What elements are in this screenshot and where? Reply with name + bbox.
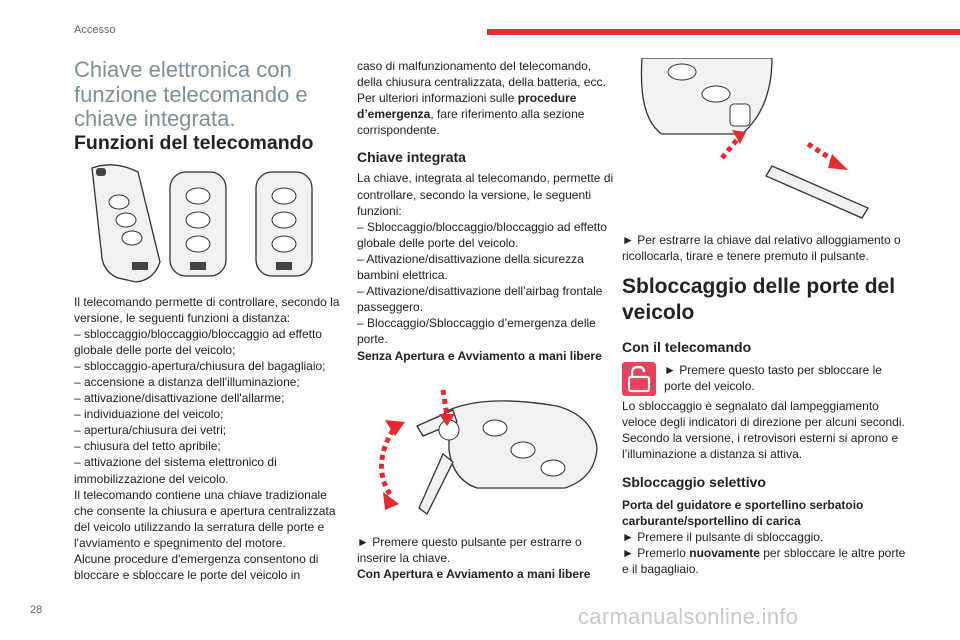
- paragraph-emergency-cont: caso di malfunzionamento del telecomando, della chiusura centralizzata, della batteria, ecc. Per ulteriori informazioni sulle procedure d’emergenza, fare riferimento alla sezione corrispondente.: [357, 59, 606, 138]
- step-extract-key: ► Premere questo pulsante per estrarre o inserire la chiave.: [357, 534, 582, 565]
- functions-intro: Il telecomando permette di controllare, secondo la versione, le seguenti funzioni a distanza:: [74, 294, 340, 325]
- selective-subheading: Porta del guidatore e sportellino serbatoio carburante/sportellino di carica: [622, 497, 864, 528]
- heading-with-remote: Con il telecomando: [622, 339, 752, 356]
- remote-keys-illustration: [74, 162, 346, 286]
- unlock-icon: [622, 362, 656, 396]
- list-item: – attivazione del sistema elettronico di immobilizzazione del veicolo.: [74, 455, 277, 486]
- list-item: – attivazione/disattivazione dell'allarme;: [74, 391, 285, 406]
- header-accent-bar: [487, 29, 960, 35]
- step-press-unlock: ► Premere il pulsante di sbloccaggio.: [622, 529, 824, 544]
- heading-integrated-key: Chiave integrata: [357, 149, 466, 166]
- list-item: – Attivazione/disattivazione della sicurezza bambini elettrica.: [357, 251, 584, 283]
- column-2: [357, 58, 615, 582]
- heading-functions: Funzioni del telecomando: [74, 131, 314, 154]
- key-intro: La chiave, integrata al telecomando, permette di controllare, secondo la versione, le seguenti funzioni:: [357, 171, 614, 218]
- page-number: 28: [30, 604, 43, 616]
- list-item: – sbloccaggio-apertura/chiusura del bagagliaio;: [74, 358, 326, 373]
- key-flip-illustration: [357, 370, 615, 528]
- list-item: – sbloccaggio/bloccaggio/bloccaggio ad effetto globale delle porte del veicolo;: [74, 326, 322, 357]
- column-3: [622, 58, 907, 577]
- paragraph-emergency: Alcune procedure d'emergenza consentono di bloccare e sbloccare le porte del veicolo in: [74, 552, 319, 583]
- step-pull-key: ► Per estrarre la chiave dal relativo alloggiamento o ricollocarla, tirare e tenere premuto il pulsante.: [622, 233, 901, 264]
- list-item: – chiusura del tetto apribile;: [74, 439, 221, 454]
- subheading-with-handsfree: Con Apertura e Avviamento a mani libere: [357, 566, 591, 581]
- page-title: Chiave elettronica con funzione telecomando e chiave integrata.: [74, 57, 308, 131]
- list-item: – accensione a distanza dell'illuminazione;: [74, 374, 300, 389]
- heading-unlock-doors: Sbloccaggio delle porte del veicolo: [622, 275, 896, 325]
- list-item: – apertura/chiusura dei vetri;: [74, 423, 227, 438]
- step-unlock-button: ► Premere questo tasto per sbloccare le porte del veicolo.: [664, 363, 882, 394]
- subheading-without-handsfree: Senza Apertura e Avviamento a mani libere: [357, 348, 602, 363]
- column-1: [74, 58, 346, 583]
- list-item: – Attivazione/disattivazione dell’airbag frontale passeggero.: [357, 284, 603, 315]
- watermark: carmanualsonline.info: [578, 604, 799, 629]
- paragraph-key: Il telecomando contiene una chiave tradizionale che consente la chiusura e apertura centralizzata del veicolo utilizzando la serratura delle porte e l'avviamento e spegnimento del motore.: [74, 487, 336, 550]
- list-item: – Sbloccaggio/bloccaggio/bloccaggio ad effetto globale delle porte del veicolo.: [357, 219, 607, 250]
- list-item: – Bloccaggio/Sbloccaggio d’emergenza delle porte.: [357, 316, 596, 347]
- section-label: Accesso: [74, 24, 116, 36]
- key-extract-illustration: [622, 58, 882, 224]
- heading-selective-unlock: Sbloccaggio selettivo: [622, 473, 766, 490]
- list-item: – individuazione del veicolo;: [74, 407, 224, 422]
- unlock-description: Lo sbloccaggio è segnalato dal lampeggiamento veloce degli indicatori di direzione per alcuni secondi. Secondo la versione, i retrovisori esterni si aprono e l’illuminazione a distanza si attiva.: [622, 399, 905, 462]
- step-press-again: ► Premerlo nuovamente per sbloccare le altre porte e il bagagliaio.: [622, 545, 906, 576]
